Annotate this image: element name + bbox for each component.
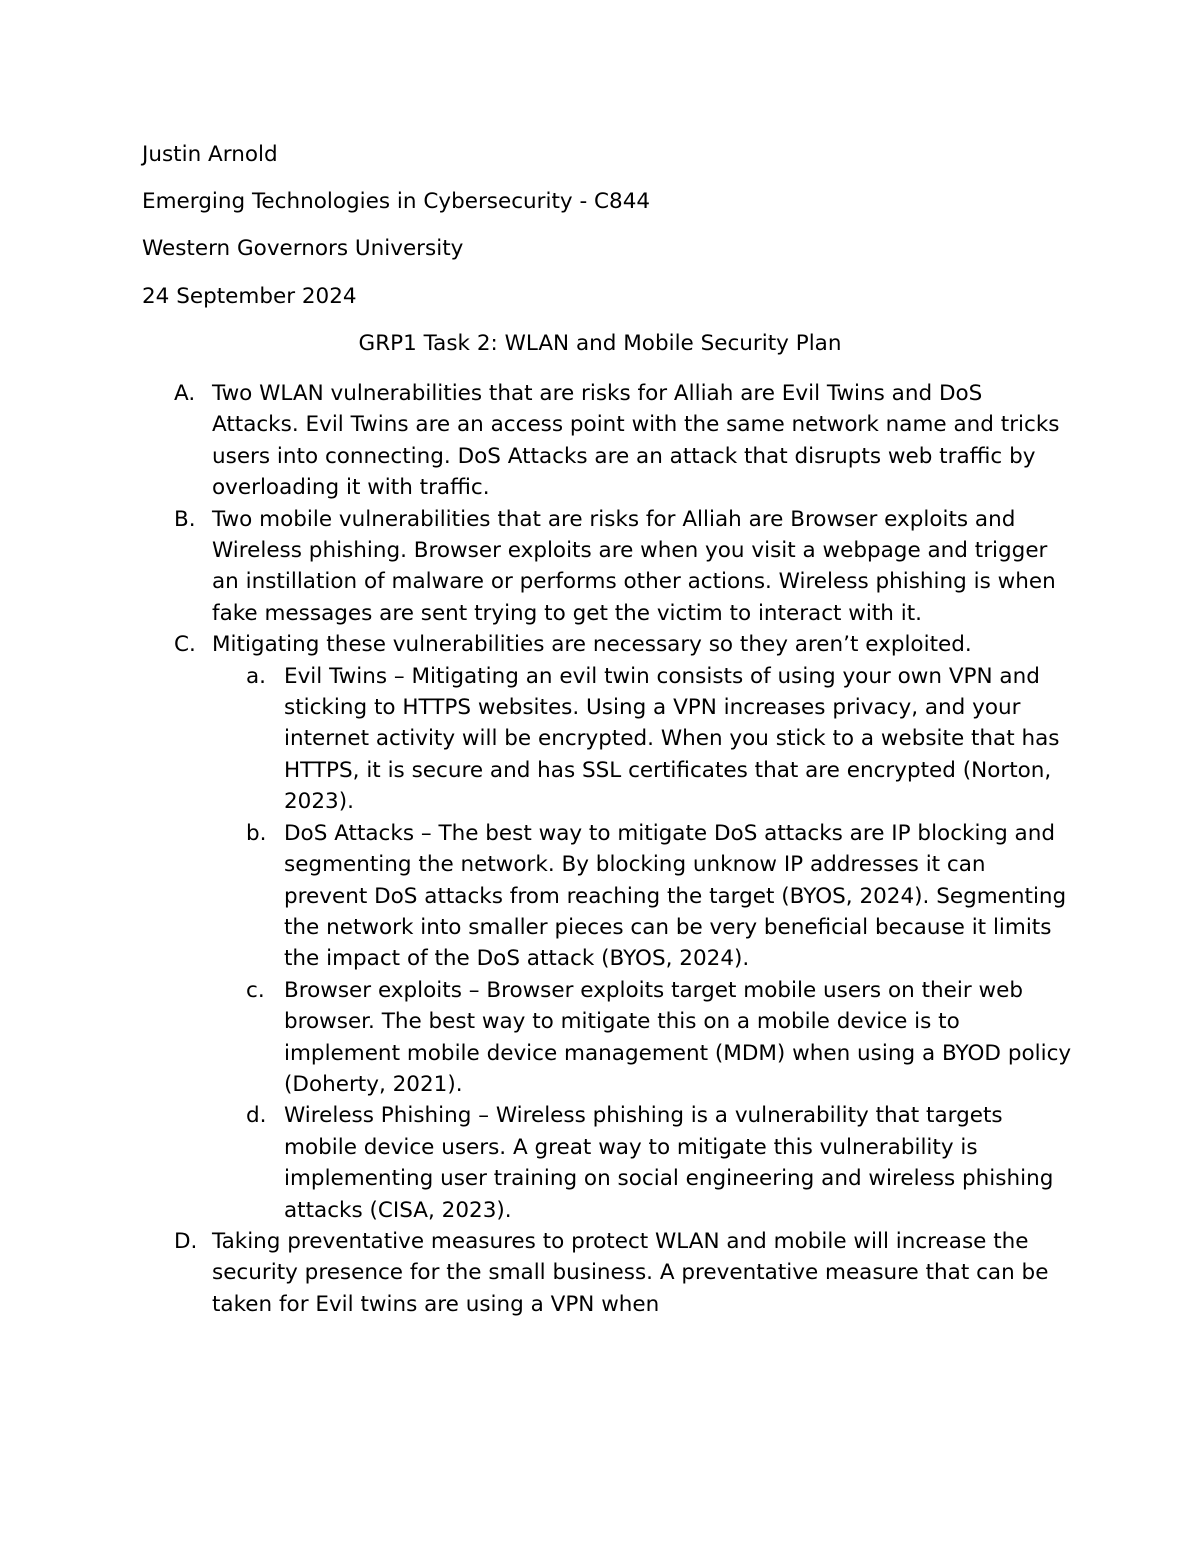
section-d	[174, 1226, 1070, 1320]
subsection-text: Wireless Phishing – Wireless phishing is a vulnerability that targets mobile device users. A great way to mitigate this vulnerability is implementing user training on social engineering and wireless phishing attacks (CISA, 2023).	[284, 1103, 1054, 1223]
section-marker: A.	[174, 381, 196, 406]
section-marker: B.	[174, 506, 196, 532]
subsection-d	[246, 1100, 1074, 1226]
subsection-text: Browser exploits – Browser exploits target mobile users on their web browser. The best way to mitigate this on a mobile device is to implement mobile device management (MDM) when using a BYOD policy (Doherty, 2021).	[284, 977, 1072, 1097]
author-name: Justin Arnold	[142, 142, 278, 167]
section-text: Two mobile vulnerabilities that are risks for Alliah are Browser exploits and Wireless phishing. Browser exploits are when you visit a webpage and trigger an instillation of malware or performs other actions. Wireless phishing is when fake messages are sent trying to get the victim to interact with it.	[212, 506, 1056, 626]
subsection-marker: c.	[246, 977, 265, 1003]
section-marker: C.	[174, 632, 196, 658]
section-c	[174, 629, 1070, 660]
section-a	[174, 378, 1070, 504]
subsection-text: DoS Attacks – The best way to mitigate DoS attacks are IP blocking and segmenting the network. By blocking unknow IP addresses it can prevent DoS attacks from reaching the target (BYOS, 2024). Segmenting the network into smaller pieces can be very beneficial because it limits the impact of the DoS attack (BYOS, 2024).	[284, 820, 1067, 972]
subsection-marker: a.	[246, 663, 267, 689]
section-text: Mitigating these vulnerabilities are necessary so they aren’t exploited.	[212, 632, 972, 658]
section-marker: D.	[174, 1228, 198, 1254]
document-title: GRP1 Task 2: WLAN and Mobile Security Plan	[358, 331, 842, 356]
section-b	[174, 504, 1070, 630]
subsection-a	[246, 661, 1074, 818]
outline-list	[0, 378, 1200, 1320]
subsection-marker: d.	[246, 1103, 267, 1129]
subsection-c	[246, 975, 1074, 1101]
subsection-text: Evil Twins – Mitigating an evil twin consists of using your own VPN and sticking to HTTPS websites. Using a VPN increases privacy, and your internet activity will be encrypted. When you stick to a website that has HTTPS, it is secure and has SSL certificates that are encrypted (Norton, 2023).	[284, 663, 1060, 815]
university-name: Western Governors University	[142, 236, 464, 261]
document-date: 24 September 2024	[142, 284, 357, 309]
section-text: Taking preventative measures to protect WLAN and mobile will increase the security presence for the small business. A preventative measure that can be taken for Evil twins are using a VPN when	[212, 1228, 1049, 1317]
subsection-b	[246, 818, 1074, 975]
section-text: Two WLAN vulnerabilities that are risks for Alliah are Evil Twins and DoS Attacks. Evil Twins are an access point with the same network name and tricks users into connecting. DoS Attacks are an attack that disrupts web traffic by overloading it with traffic.	[212, 381, 1060, 501]
course-name: Emerging Technologies in Cybersecurity - C844	[142, 189, 651, 214]
subsection-marker: b.	[246, 820, 267, 846]
